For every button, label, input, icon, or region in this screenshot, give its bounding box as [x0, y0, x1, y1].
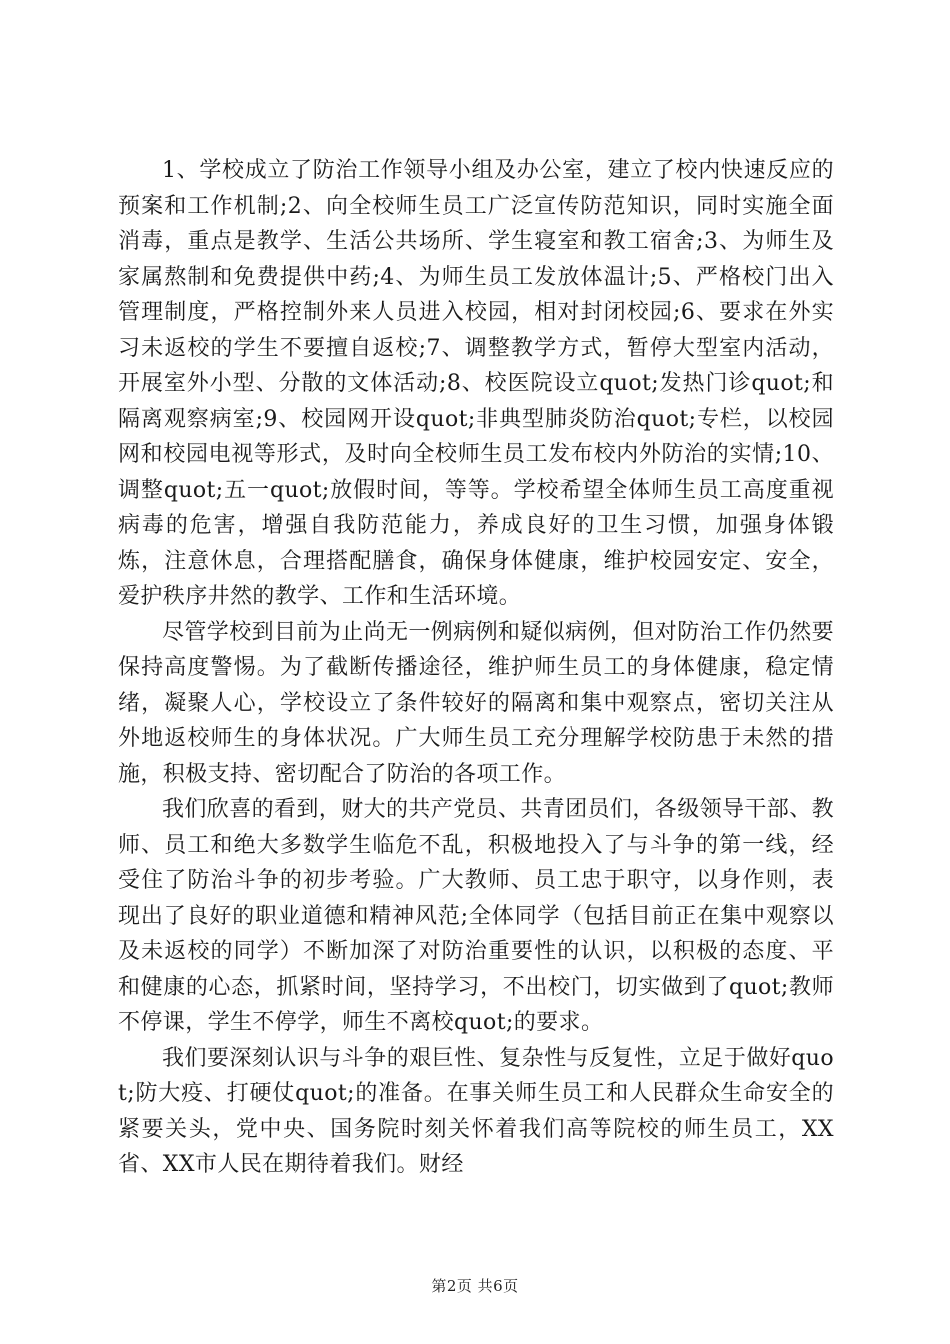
paragraph-2: 尽管学校到目前为止尚无一例病例和疑似病例，但对防治工作仍然要保持高度警惕。为了截断传播途径，维护师生员工的身体健康，稳定情绪，凝聚人心，学校设立了条件较好的隔离和集中观察点，密切关注从外地返校师生的身体状况。广大师生员工充分理解学校防患于未然的措施，积极支持、密切配合了防治的各项工作。: [118, 619, 835, 787]
paragraph-4: 我们要深刻认识与斗争的艰巨性、复杂性与反复性，立足于做好quot;防大疫、打硬仗quot;的准备。在事关师生员工和人民群众生命安全的紧要关头，党中央、国务院时刻关怀着我们高等院校的师生员工，XX省、XX市人民在期待着我们。财经: [118, 1045, 834, 1177]
paragraph-1: 1、学校成立了防治工作领导小组及办公室，建立了校内快速反应的预案和工作机制;2、向全校师生员工广泛宣传防范知识，同时实施全面消毒，重点是教学、生活公共场所、学生寝室和教工宿舍;3、为师生及家属熬制和免费提供中药;4、为师生员工发放体温计;5、严格校门出入管理制度，严格控制外来人员进入校园，相对封闭校园;6、要求在外实习未返校的学生不要擅自返校;7、调整教学方式，暂停大型室内活动，开展室外小型、分散的文体活动;8、校医院设立quot;发热门诊quot;和隔离观察病室;9、校园网开设quot;非典型肺炎防治quot;专栏，以校园网和校园电视等形式，及时向全校师生员工发布校内外防治的实情;10、调整quot;五一quot;放假时间，等等。学校希望全体师生员工高度重视病毒的危害，增强自我防范能力，养成良好的卫生习惯，加强身体锻炼，注意休息，合理搭配膳食，确保身体健康，维护校园安定、安全，爱护秩序井然的教学、工作和生活环境。: [118, 158, 834, 609]
document-body: [118, 153, 834, 1183]
paragraph-3: 我们欣喜的看到，财大的共产党员、共青团员们，各级领导干部、教师、员工和绝大多数学生临危不乱，积极地投入了与斗争的第一线，经受住了防治斗争的初步考验。广大教师、员工忠于职守，以身作则，表现出了良好的职业道德和精神风范;全体同学（包括目前正在集中观察以及未返校的同学）不断加深了对防治重要性的认识，以积极的态度、平和健康的心态，抓紧时间，坚持学习，不出校门，切实做到了quot;教师不停课，学生不停学，师生不离校quot;的要求。: [118, 797, 835, 1035]
page-number-footer: 第2页 共6页: [431, 1277, 519, 1295]
